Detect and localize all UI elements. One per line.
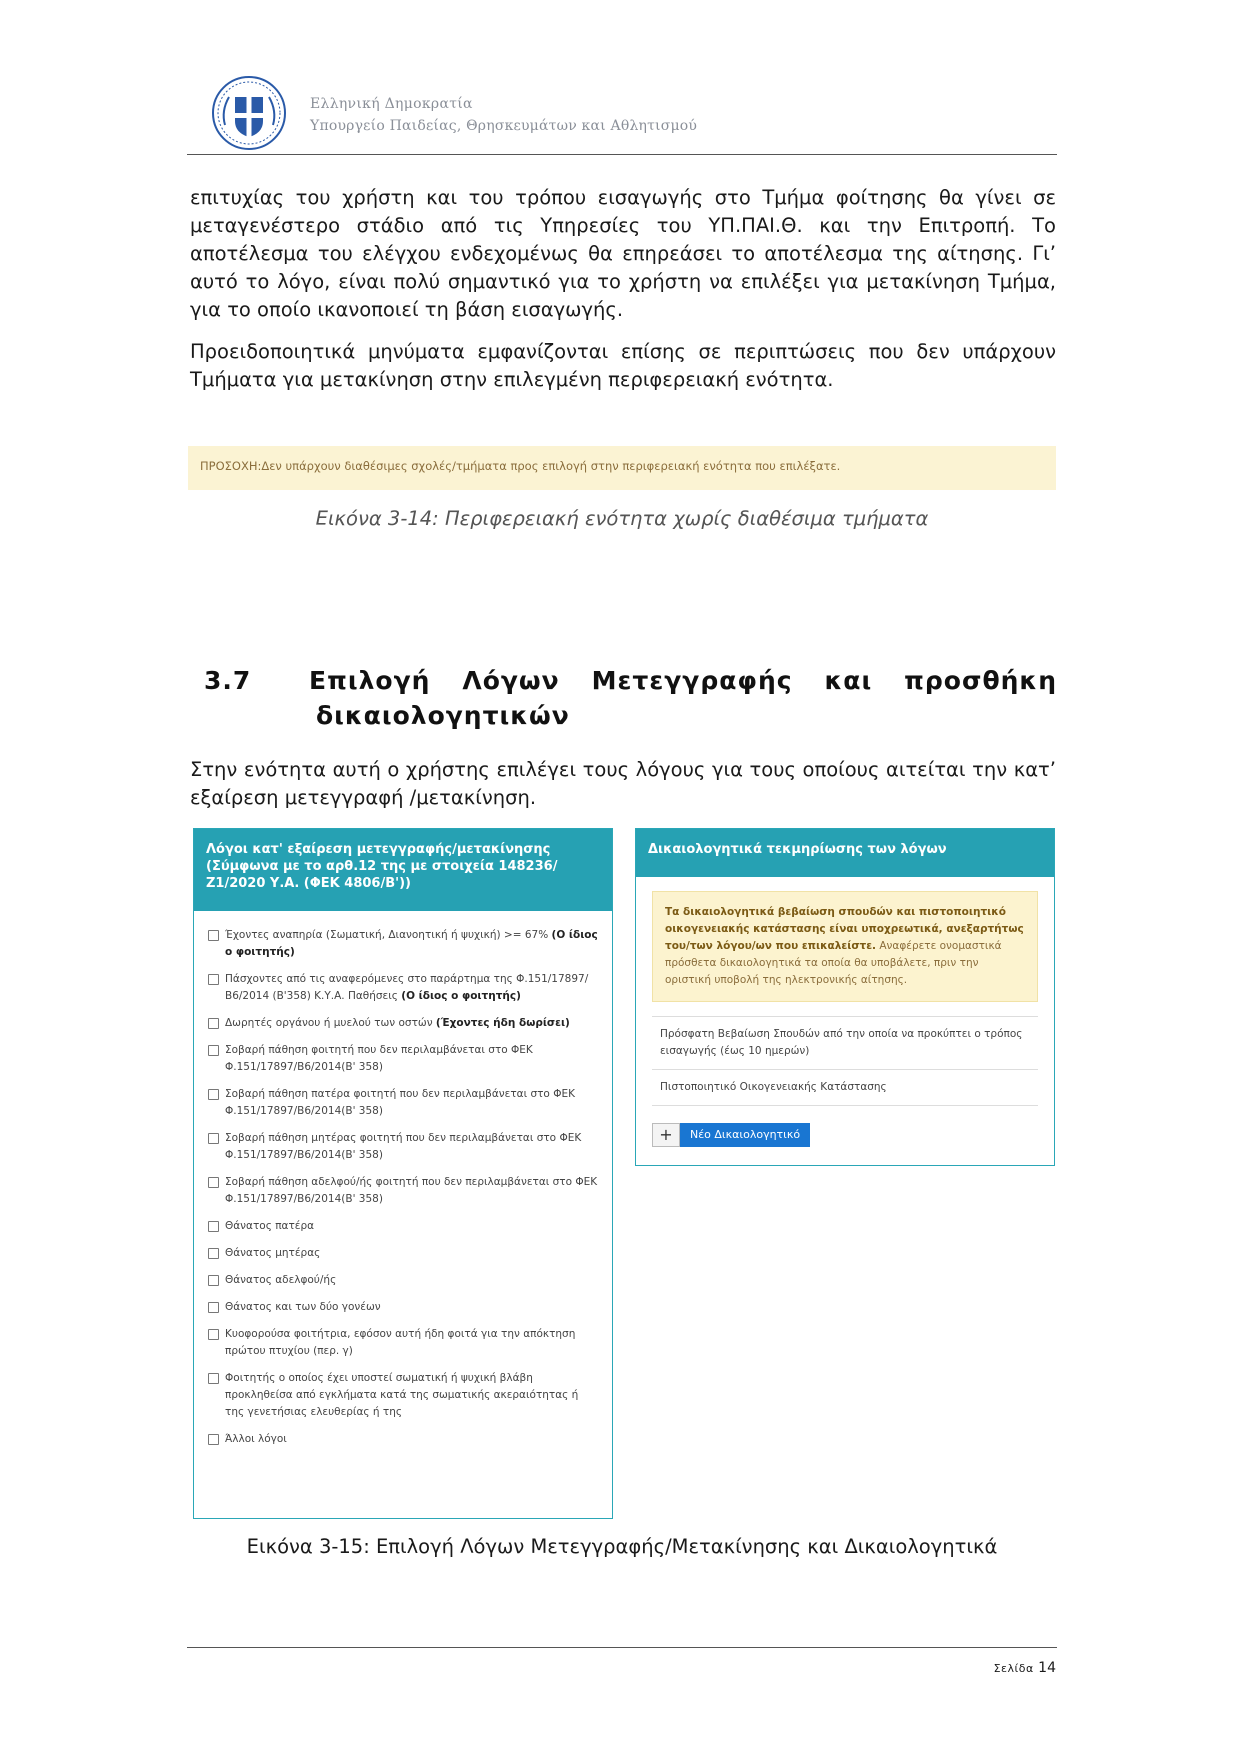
document-item[interactable]: Πιστοποιητικό Οικογενειακής Κατάστασης	[652, 1069, 1038, 1106]
figure-caption-3-15: Εικόνα 3-15: Επιλογή Λόγων Μετεγγραφής/Μετακίνησης και Δικαιολογητικά	[246, 1535, 998, 1558]
header-divider	[187, 154, 1057, 155]
paragraph-2: Προειδοποιητικά μηνύματα εμφανίζονται επίσης σε περιπτώσεις που δεν υπάρχουν Τμήματα για μετακίνηση στην επιλεγμένη περιφερειακή ενότητα.	[190, 340, 1056, 391]
reasons-list	[194, 911, 612, 1448]
reason-option[interactable]	[208, 1130, 598, 1164]
documents-panel-title: Δικαιολογητικά τεκμηρίωσης των λόγων	[636, 829, 1054, 877]
reason-checkbox[interactable]	[208, 974, 219, 985]
reason-label: Δωρητές οργάνου ή μυελού των οστών (Έχοντες ήδη δωρίσει)	[225, 1017, 570, 1029]
reason-option[interactable]	[208, 1299, 598, 1316]
document-item[interactable]: Πρόσφατη Βεβαίωση Σπουδών από την οποία να προκύπτει ο τρόπος εισαγωγής (έως 10 ημερών)	[652, 1016, 1038, 1069]
reason-checkbox[interactable]	[208, 1434, 219, 1445]
reason-option[interactable]	[208, 1042, 598, 1076]
reason-label: Σοβαρή πάθηση φοιτητή που δεν περιλαμβάνεται στο ΦΕΚ Φ.151/17897/Β6/2014(Β' 358)	[225, 1044, 533, 1073]
reason-option[interactable]	[208, 1218, 598, 1235]
reason-label: Σοβαρή πάθηση πατέρα φοιτητή που δεν περιλαμβάνεται στο ΦΕΚ Φ.151/17897/Β6/2014(Β' 358)	[225, 1088, 575, 1117]
documents-panel	[635, 828, 1055, 1166]
header-org-line2: Υπουργείο Παιδείας, Θρησκευμάτων και Αθλητισμού	[310, 118, 698, 134]
reason-label: Κυοφορούσα φοιτήτρια, εφόσον αυτή ήδη φοιτά για την απόκτηση πρώτου πτυχίου (περ. γ)	[225, 1328, 576, 1357]
reason-label: Άλλοι λόγοι	[225, 1433, 287, 1445]
reason-option[interactable]	[208, 1326, 598, 1360]
paragraph-1: επιτυχίας του χρήστη και του τρόπου εισαγωγής στο Τμήμα φοίτησης θα γίνει σε μεταγενέστερο στάδιο από τις Υπηρεσίες του ΥΠ.ΠΑΙ.Θ. και την Επιτροπή. Το αποτέλεσμα του ελέγχου ενδεχομένως θα επηρεάσει το αποτέλεσμα της αίτησης. Γι’ αυτό το λόγο, είναι πολύ σημαντικό για το χρήστη να επιλέξει για μετακίνηση Τμήμα, για το οποίο ικανοποιεί τη βάση εισαγωγής.	[190, 186, 1056, 321]
page-label: Σελίδα	[993, 1662, 1034, 1675]
reason-checkbox[interactable]	[208, 1133, 219, 1144]
reason-label: Πάσχοντες από τις αναφερόμενες στο παράρτημα της Φ.151/17897/Β6/2014 (Β'358) Κ.Υ.Α. Παθήσεις (Ο ίδιος ο φοιτητής)	[225, 973, 589, 1002]
reason-label: Θάνατος μητέρας	[225, 1247, 321, 1259]
reason-checkbox[interactable]	[208, 1089, 219, 1100]
reasons-panel	[193, 828, 613, 1519]
reason-checkbox[interactable]	[208, 1329, 219, 1340]
warning-alert	[188, 446, 1056, 490]
reason-label: Έχοντες αναπηρία (Σωματική, Διανοητική ή ψυχική) >= 67% (Ο ίδιος ο φοιτητής)	[225, 929, 598, 958]
section-title-word: Λόγων	[462, 666, 560, 695]
section-title-word: Επιλογή	[309, 666, 431, 695]
reason-checkbox[interactable]	[208, 1018, 219, 1029]
section-title-word: Μετεγγραφής	[591, 666, 793, 695]
reason-label: Σοβαρή πάθηση μητέρας φοιτητή που δεν περιλαμβάνεται στο ΦΕΚ Φ.151/17897/Β6/2014(Β' 358)	[225, 1132, 582, 1161]
section-title-word: και	[824, 666, 873, 695]
reason-checkbox[interactable]	[208, 1045, 219, 1056]
header-org	[310, 93, 697, 137]
figure-caption-3-14: Εικόνα 3-14: Περιφερειακή ενότητα χωρίς διαθέσιμα τμήματα	[315, 507, 929, 530]
reason-option[interactable]	[208, 1272, 598, 1289]
page-number: 14	[1038, 1660, 1056, 1676]
reason-checkbox[interactable]	[208, 1275, 219, 1286]
reason-option[interactable]	[208, 1245, 598, 1262]
reason-option[interactable]	[208, 971, 598, 1005]
warning-alert-text: ΠΡΟΣΟΧΗ:Δεν υπάρχουν διαθέσιμες σχολές/τμήματα προς επιλογή στην περιφερειακή ενότητα που επιλέξατε.	[200, 459, 841, 473]
reasons-panel-title: Λόγοι κατ' εξαίρεση μετεγγραφής/μετακίνησης (Σύμφωνα με το αρθ.12 της με στοιχεία 148236/ Ζ1/2020 Υ.Α. (ΦΕΚ 4806/Β'))	[194, 829, 612, 911]
new-document-button[interactable]: Νέο Δικαιολογητικό	[680, 1123, 810, 1147]
reason-checkbox[interactable]	[208, 930, 219, 941]
section-title-word: προσθήκη	[904, 666, 1057, 695]
section-title-line2: δικαιολογητικών	[316, 701, 570, 730]
reason-option[interactable]	[208, 1431, 598, 1448]
reason-option[interactable]	[208, 1174, 598, 1208]
footer-divider	[187, 1647, 1057, 1648]
reason-checkbox[interactable]	[208, 1221, 219, 1232]
reason-checkbox[interactable]	[208, 1248, 219, 1259]
reason-checkbox[interactable]	[208, 1302, 219, 1313]
plus-icon[interactable]: +	[652, 1123, 680, 1147]
reason-label: Φοιτητής ο οποίος έχει υποστεί σωματική ή ψυχική βλάβη προκληθείσα από εγκλήματα κατά της σωματικής ακεραιότητας ή της γενετήσιας ελευθερίας ή της	[225, 1372, 579, 1418]
reason-label: Θάνατος αδελφού/ής	[225, 1274, 337, 1286]
page-footer	[994, 1660, 1056, 1676]
documents-warning-text: Αναφέρετε ονομαστικά πρόσθετα δικαιολογητικά τα οποία θα υποβάλετε, πριν την οριστική υποβολή της ηλεκτρονικής αίτησης.	[665, 940, 1002, 986]
reason-checkbox[interactable]	[208, 1177, 219, 1188]
reason-checkbox[interactable]	[208, 1373, 219, 1384]
documents-list	[652, 1016, 1038, 1106]
section-number: 3.7	[204, 666, 252, 695]
reason-option[interactable]	[208, 1086, 598, 1120]
reason-label: Θάνατος και των δύο γονέων	[225, 1301, 381, 1313]
reason-option[interactable]	[208, 1370, 598, 1421]
page-header	[187, 68, 1057, 156]
reason-label: Θάνατος πατέρα	[225, 1220, 315, 1232]
reason-label: Σοβαρή πάθηση αδελφού/ής φοιτητή που δεν περιλαμβάνεται στο ΦΕΚ Φ.151/17897/Β6/2014(Β' 358)	[225, 1176, 598, 1205]
new-document-control	[652, 1123, 810, 1147]
reason-option[interactable]	[208, 1015, 598, 1032]
section-title-line1	[309, 666, 1057, 695]
paragraph-3: Στην ενότητα αυτή ο χρήστης επιλέγει τους λόγους για τους οποίους αιτείται την κατ’ εξαίρεση μετεγγραφή /μετακίνηση.	[190, 758, 1056, 809]
header-org-line1: Ελληνική Δημοκρατία	[310, 96, 473, 112]
greek-coat-of-arms-icon	[211, 75, 287, 151]
documents-warning-bold: Τα δικαιολογητικά βεβαίωση σπουδών και πιστοποιητικό οικογενειακής κατάστασης είναι υποχρεωτικά, ανεξαρτήτως του/των λόγου/ων που επικαλείστε.	[665, 906, 1024, 952]
reason-option[interactable]	[208, 927, 598, 961]
documents-warning	[652, 891, 1038, 1002]
